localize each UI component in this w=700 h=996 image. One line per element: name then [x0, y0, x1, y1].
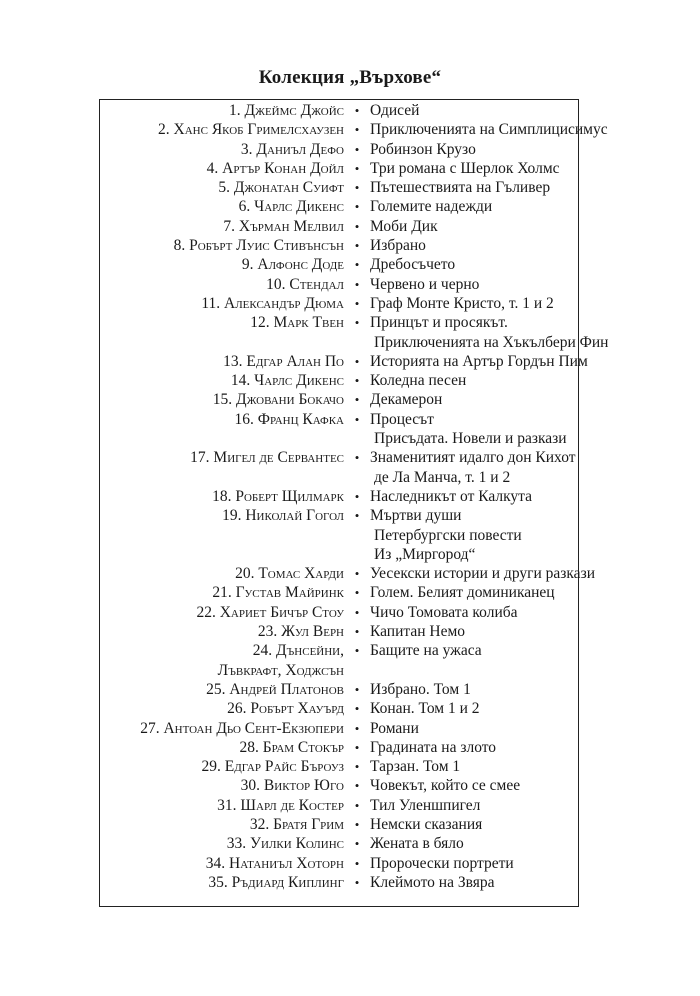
list-item — [0, 178, 700, 197]
author-line: 29. Едгар Райс Бъроуз — [201, 758, 344, 776]
author-line: 19. Николай Гогол — [222, 507, 344, 525]
bullet-icon: • — [354, 103, 360, 118]
bullet-icon: • — [354, 122, 360, 138]
book-title: Робинзон Крузо — [370, 140, 476, 158]
author-line: 30. Виктор Юго — [240, 777, 344, 795]
book-title: Приключенията на Симплицисимус — [370, 121, 608, 139]
list-item — [0, 641, 700, 680]
book-title: Декамерон — [370, 391, 443, 409]
author-name — [0, 583, 344, 602]
author-line: 17. Мигел де Сервантес — [190, 449, 344, 467]
book-titles — [370, 622, 700, 641]
author-line: 33. Уилки Колинс — [226, 835, 344, 853]
book-title: Знаменитият идалго дон Кихот — [370, 449, 576, 467]
bullet-icon: • — [354, 199, 360, 215]
author-name — [0, 371, 344, 390]
book-titles — [370, 448, 700, 487]
book-titles — [370, 159, 700, 178]
book-title: Немски сказания — [370, 815, 483, 833]
bullet-icon: • — [354, 624, 360, 640]
list-item — [0, 776, 700, 795]
book-titles — [370, 699, 700, 718]
book-titles — [370, 719, 700, 738]
page-title: Колекция „Върхове“ — [258, 67, 442, 88]
author-name — [0, 873, 344, 892]
bullet-icon: • — [354, 488, 360, 504]
book-titles — [370, 178, 700, 197]
book-titles — [370, 294, 700, 313]
author-line: 31. Шарл де Костер — [217, 796, 344, 814]
bullet-icon: • — [354, 315, 360, 331]
bullet-icon: • — [354, 566, 360, 582]
list-item — [0, 255, 700, 274]
bullet-icon: • — [354, 778, 360, 794]
author-line: 20. Томас Харди — [235, 565, 344, 583]
bullet-icon: • — [354, 392, 360, 408]
author-name — [0, 197, 344, 216]
author-name — [0, 815, 344, 834]
bullet-icon: • — [354, 141, 360, 157]
book-title: Моби Дик — [370, 217, 438, 235]
author-line: 9. Алфонс Доде — [241, 256, 344, 274]
author-name — [0, 719, 344, 738]
bullet-icon: • — [354, 836, 360, 852]
book-title: Петербургски повести — [374, 526, 522, 544]
author-line: 26. Робърт Хауърд — [227, 700, 344, 718]
list-item — [0, 487, 700, 506]
author-line: 22. Хариет Бичър Стоу — [196, 603, 344, 621]
author-name — [0, 699, 344, 718]
book-title: Тил Уленшпигел — [370, 796, 481, 814]
book-title: Три романа с Шерлок Холмс — [370, 159, 560, 177]
book-titles — [370, 873, 700, 892]
bullet-icon: • — [354, 411, 360, 427]
author-line: 10. Стендал — [266, 275, 344, 293]
bullet-icon: • — [354, 218, 360, 234]
author-name — [0, 603, 344, 622]
book-titles — [370, 140, 700, 159]
bullet-icon: • — [354, 180, 360, 196]
author-line: 32. Братя Грим — [249, 815, 344, 833]
list-item — [0, 159, 700, 178]
author-name — [0, 313, 344, 332]
author-name — [0, 776, 344, 795]
book-title: Уесекски истории и други разкази — [370, 565, 595, 583]
book-title: Избрано. Том 1 — [370, 680, 471, 698]
book-title: Романи — [370, 719, 419, 737]
book-title: Тарзан. Том 1 — [370, 758, 461, 776]
book-title: Чичо Томовата колиба — [370, 603, 518, 621]
bullet-icon: • — [354, 295, 360, 311]
book-title: Наследникът от Калкута — [370, 487, 533, 505]
list-item — [0, 719, 700, 738]
author-name — [0, 757, 344, 776]
bullet-icon: • — [354, 816, 360, 832]
book-titles — [370, 371, 700, 390]
author-name — [0, 564, 344, 583]
list-item — [0, 352, 700, 371]
author-name — [0, 622, 344, 641]
book-titles — [370, 410, 700, 449]
author-name — [0, 487, 344, 506]
list-item — [0, 738, 700, 757]
book-title: Одисей — [370, 102, 420, 119]
book-title: де Ла Манча, т. 1 и 2 — [374, 468, 511, 486]
book-titles — [370, 738, 700, 757]
author-name — [0, 178, 344, 197]
author-line: 14. Чарлс Дикенс — [230, 372, 344, 390]
author-line: 11. Александър Дюма — [201, 294, 344, 312]
book-title: Присъдата. Новели и разкази — [374, 430, 567, 448]
list-item — [0, 680, 700, 699]
book-titles — [370, 255, 700, 274]
author-line: 13. Едгар Алан По — [223, 352, 344, 370]
author-name — [0, 159, 344, 178]
book-title: Червено и черно — [370, 275, 480, 293]
author-name — [0, 641, 344, 680]
book-title: Принцът и просякът. — [370, 314, 508, 332]
list-item — [0, 313, 700, 352]
book-titles — [370, 275, 700, 294]
book-title: Из „Миргород“ — [374, 545, 476, 563]
book-title: Граф Монте Кристо, т. 1 и 2 — [370, 294, 554, 312]
bullet-icon: • — [354, 585, 360, 601]
bullet-icon: • — [354, 450, 360, 466]
list-item — [0, 140, 700, 159]
author-name — [0, 120, 344, 139]
bullet-icon: • — [354, 508, 360, 524]
book-titles — [370, 680, 700, 699]
list-item — [0, 873, 700, 892]
book-titles — [370, 390, 700, 409]
bullet-icon: • — [354, 276, 360, 292]
author-line: 8. Робърт Луис Стивънсън — [173, 237, 344, 255]
book-title: Дребосъчето — [370, 256, 456, 274]
bullet-icon: • — [354, 643, 360, 659]
author-name — [0, 101, 344, 120]
book-titles — [370, 757, 700, 776]
author-name — [0, 448, 344, 467]
book-titles — [370, 583, 700, 602]
book-titles — [370, 352, 700, 371]
book-title: Конан. Том 1 и 2 — [370, 700, 480, 718]
list-item — [0, 236, 700, 255]
author-name — [0, 255, 344, 274]
bullet-icon: • — [354, 739, 360, 755]
book-title: Процесът — [370, 410, 434, 428]
author-line: 34. Натаниъл Хоторн — [205, 854, 344, 872]
list-item — [0, 854, 700, 873]
list-item — [0, 506, 700, 564]
author-name — [0, 390, 344, 409]
author-name — [0, 796, 344, 815]
list-item — [0, 796, 700, 815]
book-titles — [370, 796, 700, 815]
author-line: 1. Джеймс Джойс — [229, 102, 344, 119]
book-titles — [370, 641, 700, 660]
author-line: 12. Марк Твен — [250, 314, 344, 332]
book-titles — [370, 236, 700, 255]
author-name — [0, 854, 344, 873]
list-item — [0, 603, 700, 622]
book-titles — [370, 313, 700, 352]
author-line: 3. Даниъл Дефо — [240, 140, 344, 158]
book-title: Капитан Немо — [370, 623, 466, 641]
list-item — [0, 120, 700, 139]
book-titles — [370, 854, 700, 873]
list-item — [0, 448, 700, 487]
bullet-icon: • — [354, 874, 360, 890]
book-title: Градината на злото — [370, 738, 497, 756]
author-line: 15. Джовани Бокачо — [212, 391, 344, 409]
bullet-icon: • — [354, 604, 360, 620]
list-item — [0, 564, 700, 583]
author-line: 21. Густав Майринк — [212, 584, 344, 602]
author-line: 16. Франц Кафка — [234, 410, 344, 428]
book-titles — [370, 487, 700, 506]
author-name — [0, 140, 344, 159]
book-title: Човекът, който се смее — [370, 777, 521, 795]
bullet-icon: • — [354, 353, 360, 369]
list-item — [0, 390, 700, 409]
book-titles — [370, 120, 700, 139]
list-item — [0, 294, 700, 313]
list-item — [0, 757, 700, 776]
author-name — [0, 294, 344, 313]
author-line: 6. Чарлс Дикенс — [238, 198, 344, 216]
bullet-icon: • — [354, 257, 360, 273]
author-name — [0, 275, 344, 294]
bullet-icon: • — [354, 701, 360, 717]
list-item — [0, 622, 700, 641]
book-title: Голем. Белият доминиканец — [370, 584, 555, 602]
book-titles — [370, 217, 700, 236]
author-name — [0, 217, 344, 236]
bullet-icon: • — [354, 720, 360, 736]
book-title: Мъртви души — [370, 507, 462, 525]
book-title: Жената в бяло — [370, 835, 464, 853]
bullet-icon: • — [354, 238, 360, 254]
book-title: Големите надежди — [370, 198, 493, 216]
list-item — [0, 410, 700, 449]
book-titles — [370, 506, 700, 564]
list-item — [0, 101, 700, 120]
book-title: Пътешествията на Гъливер — [370, 179, 551, 197]
author-line: 24. Дънсейни, — [252, 642, 344, 660]
author-name — [0, 834, 344, 853]
author-line: 23. Жул Верн — [257, 623, 344, 641]
book-titles — [370, 603, 700, 622]
book-title: Бащите на ужаса — [370, 642, 482, 660]
bullet-icon: • — [354, 681, 360, 697]
author-name — [0, 236, 344, 255]
list-item — [0, 583, 700, 602]
author-name — [0, 410, 344, 429]
book-title: Приключенията на Хъкълбери Фин — [374, 333, 609, 351]
bullet-icon: • — [354, 855, 360, 871]
list-item — [0, 699, 700, 718]
book-titles — [370, 815, 700, 834]
author-line: 25. Андрей Платонов — [206, 680, 344, 698]
author-name — [0, 738, 344, 757]
author-line: 7. Хърман Мелвил — [223, 217, 344, 235]
author-name — [0, 680, 344, 699]
book-titles — [370, 776, 700, 795]
bullet-icon: • — [354, 797, 360, 813]
author-line: 18. Роберт Щилмарк — [212, 487, 344, 505]
book-title: Пророчески портрети — [370, 854, 514, 872]
book-titles — [370, 834, 700, 853]
book-titles — [370, 101, 700, 120]
list-item — [0, 217, 700, 236]
book-titles — [370, 197, 700, 216]
list-item — [0, 815, 700, 834]
bullet-icon: • — [354, 373, 360, 389]
author-name — [0, 506, 344, 525]
author-line: 27. Антоан Дьо Сент-Екзюпери — [140, 719, 344, 737]
list-item — [0, 275, 700, 294]
list-item — [0, 197, 700, 216]
list-item — [0, 371, 700, 390]
author-line: 5. Джонатан Суифт — [218, 179, 344, 197]
book-title: Коледна песен — [370, 372, 467, 390]
book-titles — [370, 564, 700, 583]
list-item — [0, 834, 700, 853]
book-title: Клеймото на Звяра — [370, 873, 495, 891]
author-line: Лъвкрафт, Ходжсън — [217, 661, 344, 679]
author-name — [0, 352, 344, 371]
author-line: 28. Брам Стокър — [239, 738, 344, 756]
author-line: 2. Ханс Якоб Гримелсхаузен — [158, 121, 344, 139]
author-line: 4. Артър Конан Дойл — [206, 159, 344, 177]
book-title: Историята на Артър Гордън Пим — [370, 352, 588, 370]
author-line: 35. Ръдиард Киплинг — [208, 873, 344, 891]
bullet-icon: • — [354, 759, 360, 775]
book-title: Избрано — [370, 237, 426, 255]
bullet-icon: • — [354, 160, 360, 176]
book-list — [0, 101, 700, 892]
